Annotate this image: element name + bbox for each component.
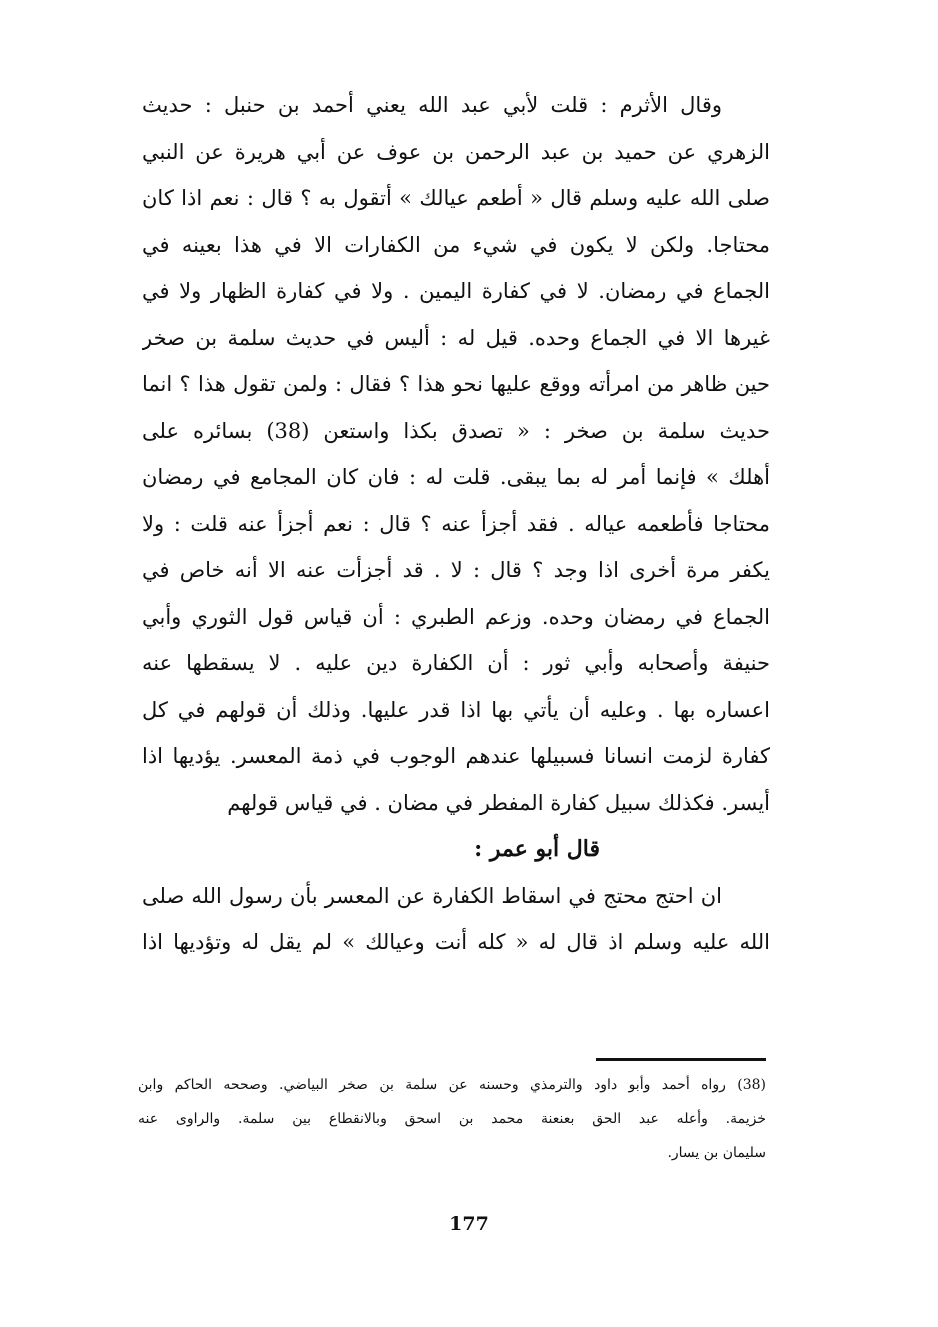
text-line: أيسر. فكذلك سبيل كفارة المفطر في مضان . في قياس قولهم: [227, 790, 770, 815]
text-line: أهلك » فإنما أمر له بما يبقى. قلت له : فان كان المجامع في رمضان: [142, 465, 770, 489]
page-number: 177: [449, 1213, 489, 1235]
text-line: محتاجا. ولكن لا يكون في شيء من الكفارات الا في هذا بعينه في: [142, 232, 770, 257]
text-line: ان احتج محتج في اسقاط الكفارة عن المعسر بأن رسول الله صلى: [142, 883, 722, 908]
text-line: الجماع في رمضان. لا في كفارة اليمين . ولا في كفارة الظهار ولا في: [142, 279, 770, 303]
text-line: الزهري عن حميد بن عبد الرحمن بن عوف عن أبي هريرة عن النبي: [142, 139, 770, 164]
footnotes: [138, 1068, 766, 1170]
text-line: وقال الأثرم : قلت لأبي عبد الله يعني أحمد بن حنبل : حديث: [142, 93, 722, 117]
footnote-line: خزيمة. وأعله عبد الحق بعنعنة محمد بن اسحق وبالانقطاع بين سلمة. والراوى عنه: [138, 1111, 766, 1127]
text-line: حين ظاهر من امرأته ووقع عليها نحو هذا ؟ فقال : ولمن تقول هذا ؟ انما: [142, 372, 770, 396]
text-line: كفارة لزمت انسانا فسبيلها عندهم الوجوب في ذمة المعسر. يؤديها اذا: [142, 744, 770, 768]
footnote-divider: [596, 1058, 766, 1061]
footnote-line: (38) رواه أحمد وأبو داود والترمذي وحسنه عن سلمة بن صخر البياضي. وصححه الحاكم وابن: [138, 1077, 766, 1093]
text-line: صلى الله عليه وسلم قال « أطعم عيالك » أتقول به ؟ قال : نعم اذا كان: [142, 186, 770, 210]
text-line: محتاجا فأطعمه عياله . فقد أجزأ عنه ؟ قال : نعم أجزأ عنه قلت : ولا: [142, 511, 770, 536]
text-line: الجماع في رمضان وحده. وزعم الطبري : أن قياس قول الثوري وأبي: [142, 604, 770, 629]
footnote-line: سليمان بن يسار.: [667, 1145, 766, 1161]
text-line: اعساره بها . وعليه أن يأتي بها اذا قدر عليها. وذلك أن قولهم في كل: [142, 697, 770, 722]
text-line: حنيفة وأصحابه وأبي ثور : أن الكفارة دين عليه . لا يسقطها عنه: [142, 651, 770, 675]
text-line: يكفر مرة أخرى اذا وجد ؟ قال : لا . قد أجزأت عنه الا أنه خاص في: [142, 558, 770, 582]
text-line: حديث سلمة بن صخر : « تصدق بكذا واستعن (38) بسائره على: [142, 418, 770, 443]
main-text: [142, 82, 770, 966]
text-line: غيرها الا في الجماع وحده. قيل له : أليس في حديث سلمة بن صخر: [142, 325, 770, 350]
section-heading: قال أبو عمر :: [474, 836, 600, 862]
text-line: الله عليه وسلم اذ قال له « كله أنت وعيالك » لم يقل له وتؤديها اذا: [142, 930, 770, 954]
